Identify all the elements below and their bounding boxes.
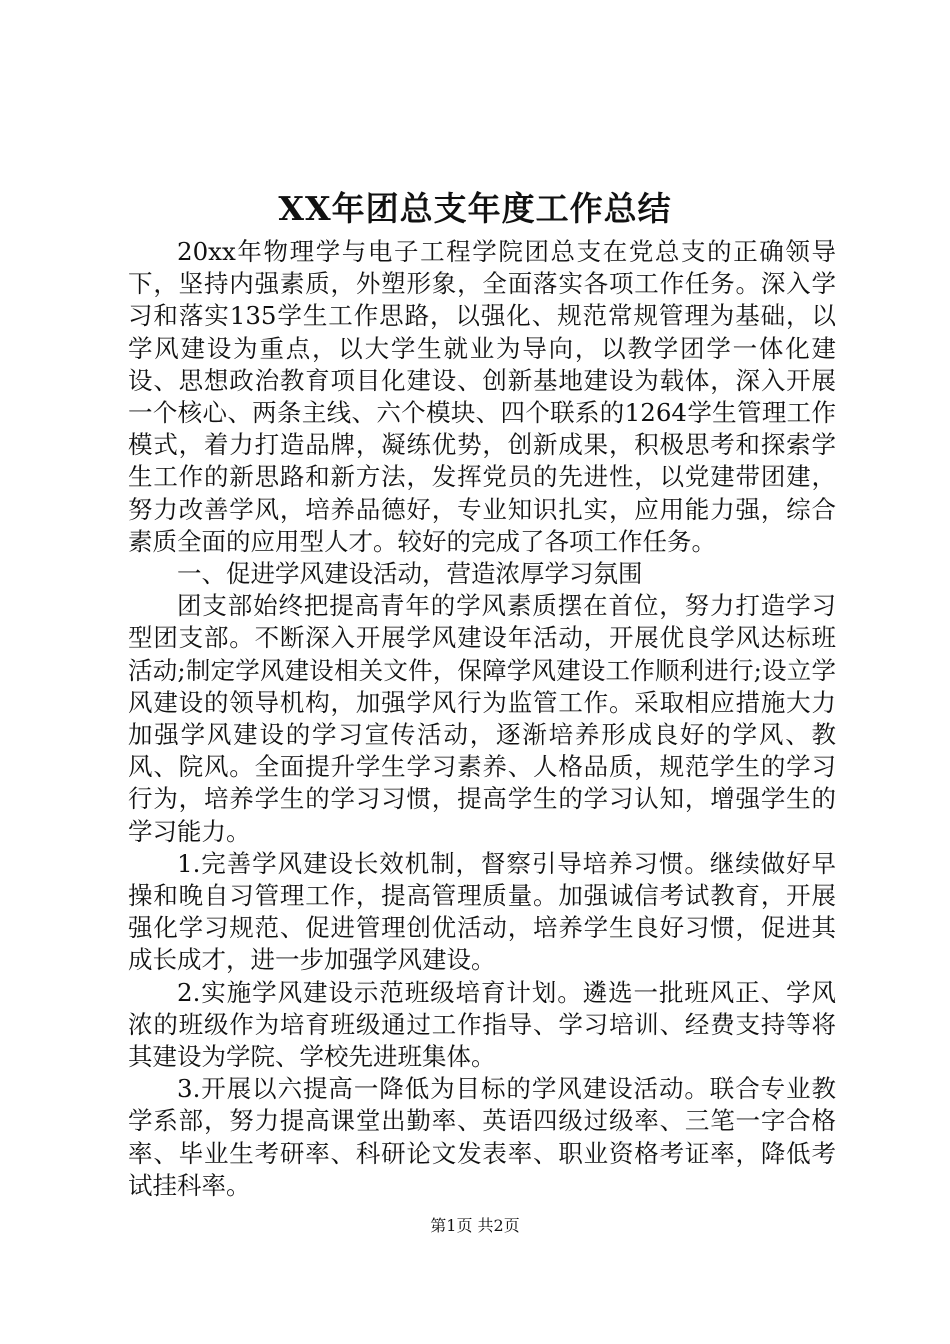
document-title: XX年团总支年度工作总结 bbox=[278, 189, 672, 228]
paragraph-item-1: 1.完善学风建设长效机制，督察引导培养习惯。继续做好早操和晚自习管理工作，提高管理质量。加强诚信考试教育，开展强化学习规范、促进管理创优活动，培养学生良好习惯，促进其成长成才，进一步加强学风建设。 bbox=[128, 848, 836, 975]
section-heading-1: 一、促进学风建设活动，营造浓厚学习氛围 bbox=[177, 559, 643, 589]
paragraph-item-2: 2.实施学风建设示范班级培育计划。遴选一批班风正、学风浓的班级作为培育班级通过工作指导、学习培训、经费支持等将其建设为学院、学校先进班集体。 bbox=[128, 977, 836, 1072]
paragraph-section-1: 团支部始终把提高青年的学风素质摆在首位，努力打造学习型团支部。不断深入开展学风建设年活动，开展优良学风达标班活动;制定学风建设相关文件，保障学风建设工作顺利进行;设立学风建设的领导机构，加强学风行为监管工作。采取相应措施大力加强学风建设的学习宣传活动，逐渐培养形成良好的学风、教风、院风。全面提升学生学习素养、人格品质，规范学生的学习行为，培养学生的学习习惯，提高学生的学习认知，增强学生的学习能力。 bbox=[128, 591, 836, 846]
document-body bbox=[128, 236, 836, 1202]
paragraph-intro: 20xx年物理学与电子工程学院团总支在党总支的正确领导下，坚持内强素质，外塑形象，全面落实各项工作任务。深入学习和落实135学生工作思路，以强化、规范常规管理为基础，以学风建设为重点，以大学生就业为导向，以教学团学一体化建设、思想政治教育项目化建设、创新基地建设为载体，深入开展一个核心、两条主线、六个模块、四个联系的1264学生管理工作模式，着力打造品牌，凝练优势，创新成果，积极思考和探索学生工作的新思路和新方法，发挥党员的先进性，以党建带团建，努力改善学风，培养品德好，专业知识扎实，应用能力强，综合素质全面的应用型人才。较好的完成了各项工作任务。 bbox=[128, 237, 836, 556]
page-footer: 第1页 共2页 bbox=[430, 1216, 520, 1235]
paragraph-item-3: 3.开展以六提高一降低为目标的学风建设活动。联合专业教学系部，努力提高课堂出勤率、英语四级过级率、三笔一字合格率、毕业生考研率、科研论文发表率、职业资格考证率，降低考试挂科率。 bbox=[128, 1074, 836, 1200]
